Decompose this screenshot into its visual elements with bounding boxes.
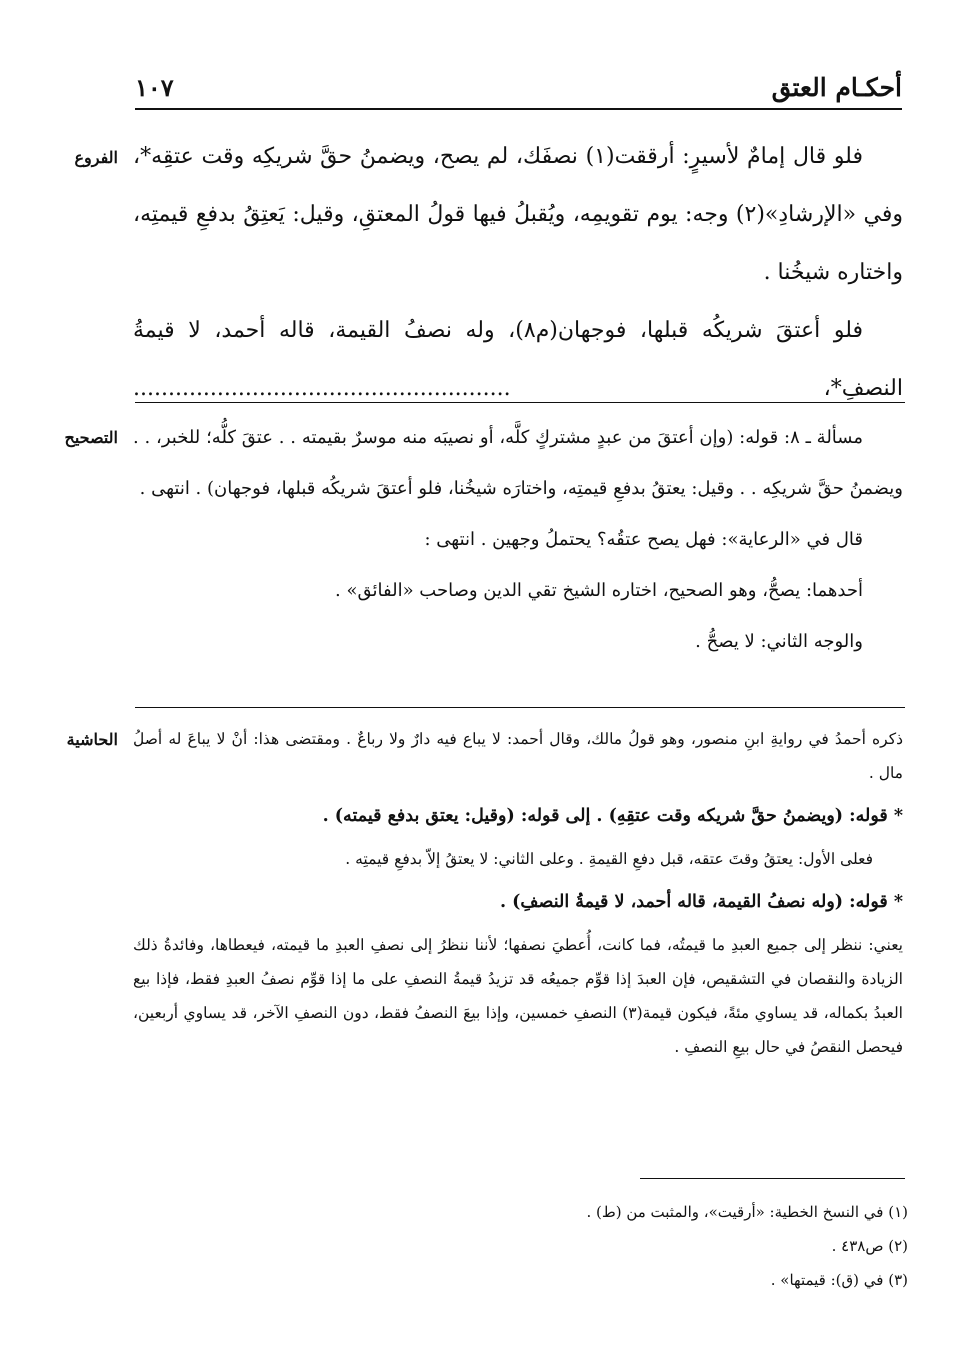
tashih-paragraph-2: قال في «الرعاية»: فهل يصح عتقُه؟ يحتملُ وجهين . انتهى : [424, 529, 863, 550]
hashiya-text [133, 722, 903, 1064]
hashiya-paragraph-2: فعلى الأول: يعتقُ وقتَ عتقه، قبل دفعِ القيمةِ . وعلى الثاني: لا يعتقُ إلاّ بدفعِ قيمتِه . [345, 850, 873, 868]
label-tashih: التصحيح [64, 428, 118, 447]
footnote-divider [640, 1178, 905, 1179]
section-divider [135, 402, 905, 403]
hashiya-paragraph-1: ذكره أحمدُ في روايةِ ابنِ منصور، وهو قولُ مالك، وقال أحمد: لا يباع فيه دارٌ ولا رباعٌ . ومقتضى هذا: أنْ لا يباعَ له أصلُ مال . [133, 730, 903, 782]
page-number: ١٠٧ [135, 73, 174, 102]
main-paragraph-1: فلو قال إمامٌ لأسيرٍ: أرققت(١) نصفَك، لم يصح، ويضمنُ حقَّ شريكِه وقت عتقِه*، وفي «الإرشادِ»(٢) وجه: يوم تقويمِه، ويُقبلُ فيها قولُ المعتقِ، وقيل: يَعتِقُ بدفعِ قيمتِه، واختاره شيخُنا . [133, 144, 903, 285]
main-paragraph-2: فلو أعتقَ شريكُه قبلها، فوجهان(م٨)، وله نصفُ القيمة، قاله أحمد، لا قيمةُ النصفِ*، ...................................................... [133, 318, 903, 401]
footnotes [508, 1195, 908, 1297]
tashih-text [133, 412, 903, 667]
label-hashiya: الحاشية [66, 730, 118, 749]
running-title: أحكـام العتق [771, 73, 902, 102]
tashih-paragraph-3: أحدهما: يصحُّ، وهو الصحيح، اختاره الشيخ تقي الدين وصاحب «الفائق» . [335, 580, 863, 601]
hashiya-quote-1: * قوله: (ويضمنُ حقَّ شريكه وقت عتقِهِ) . إلى قوله: (وقيل: يعتق بدفع قيمته) . [322, 806, 903, 826]
hashiya-paragraph-3: يعني: ننظر إلى جميع العبدِ ما قيمتُه، فما كانت، أُعطيَ نصفها؛ لأننا ننظرُ إلى نصفِ العبدِ ما قيمته، فيعطاها، وفائدةُ ذلك الزيادة والنقصان في التشقيص، فإن العبدَ إذا قوِّم جميعُه قد تزيدُ قيمةُ النصفِ على ما إذا قوِّم نصفُ العبدِ فقط، فإذا بيع العبدُ بكماله، قد يساوي مئةً، فيكون قيمة(٣) النصفِ خمسين، وإذا بيعَ النصفُ فقط، دون النصفِ الآخر، قد يساوي أربعين، فيحصل النقصُ في حال بيعِ النصفِ . [133, 936, 903, 1056]
page-header [135, 62, 902, 110]
tashih-paragraph-4: والوجه الثاني: لا يصحُّ . [695, 631, 863, 652]
hashiya-quote-2: * قوله: (وله نصفُ القيمة، قاله أحمد، لا قيمةُ النصفِ) . [499, 892, 903, 912]
main-text [133, 128, 903, 418]
tashih-paragraph-1: مسألة ـ ٨: قوله: (وإن أعتقَ من عبدٍ مشتركٍ كلَّه، أو نصيبَه منه موسرٌ بقيمته . . عتقَ كلُّه؛ للخبر، . . ويضمنُ حقَّ شريكِه . . وقيل: يعتقُ بدفعِ قيمتِه، واختارَه شيخُنا، فلو أعتقَ شريكُه قبلها، فوجهان) . انتهى . [133, 427, 903, 499]
footnote-2: (٢) ص٤٣٨ . [831, 1237, 908, 1255]
footnote-1: (١) في النسخ الخطية: «أرقيت»، والمثبت من (ط) . [586, 1203, 908, 1221]
footnote-3: (٣) في (ق): قيمتها» . [770, 1271, 908, 1289]
section-divider [135, 707, 905, 708]
label-furu: الفروع [74, 148, 118, 167]
